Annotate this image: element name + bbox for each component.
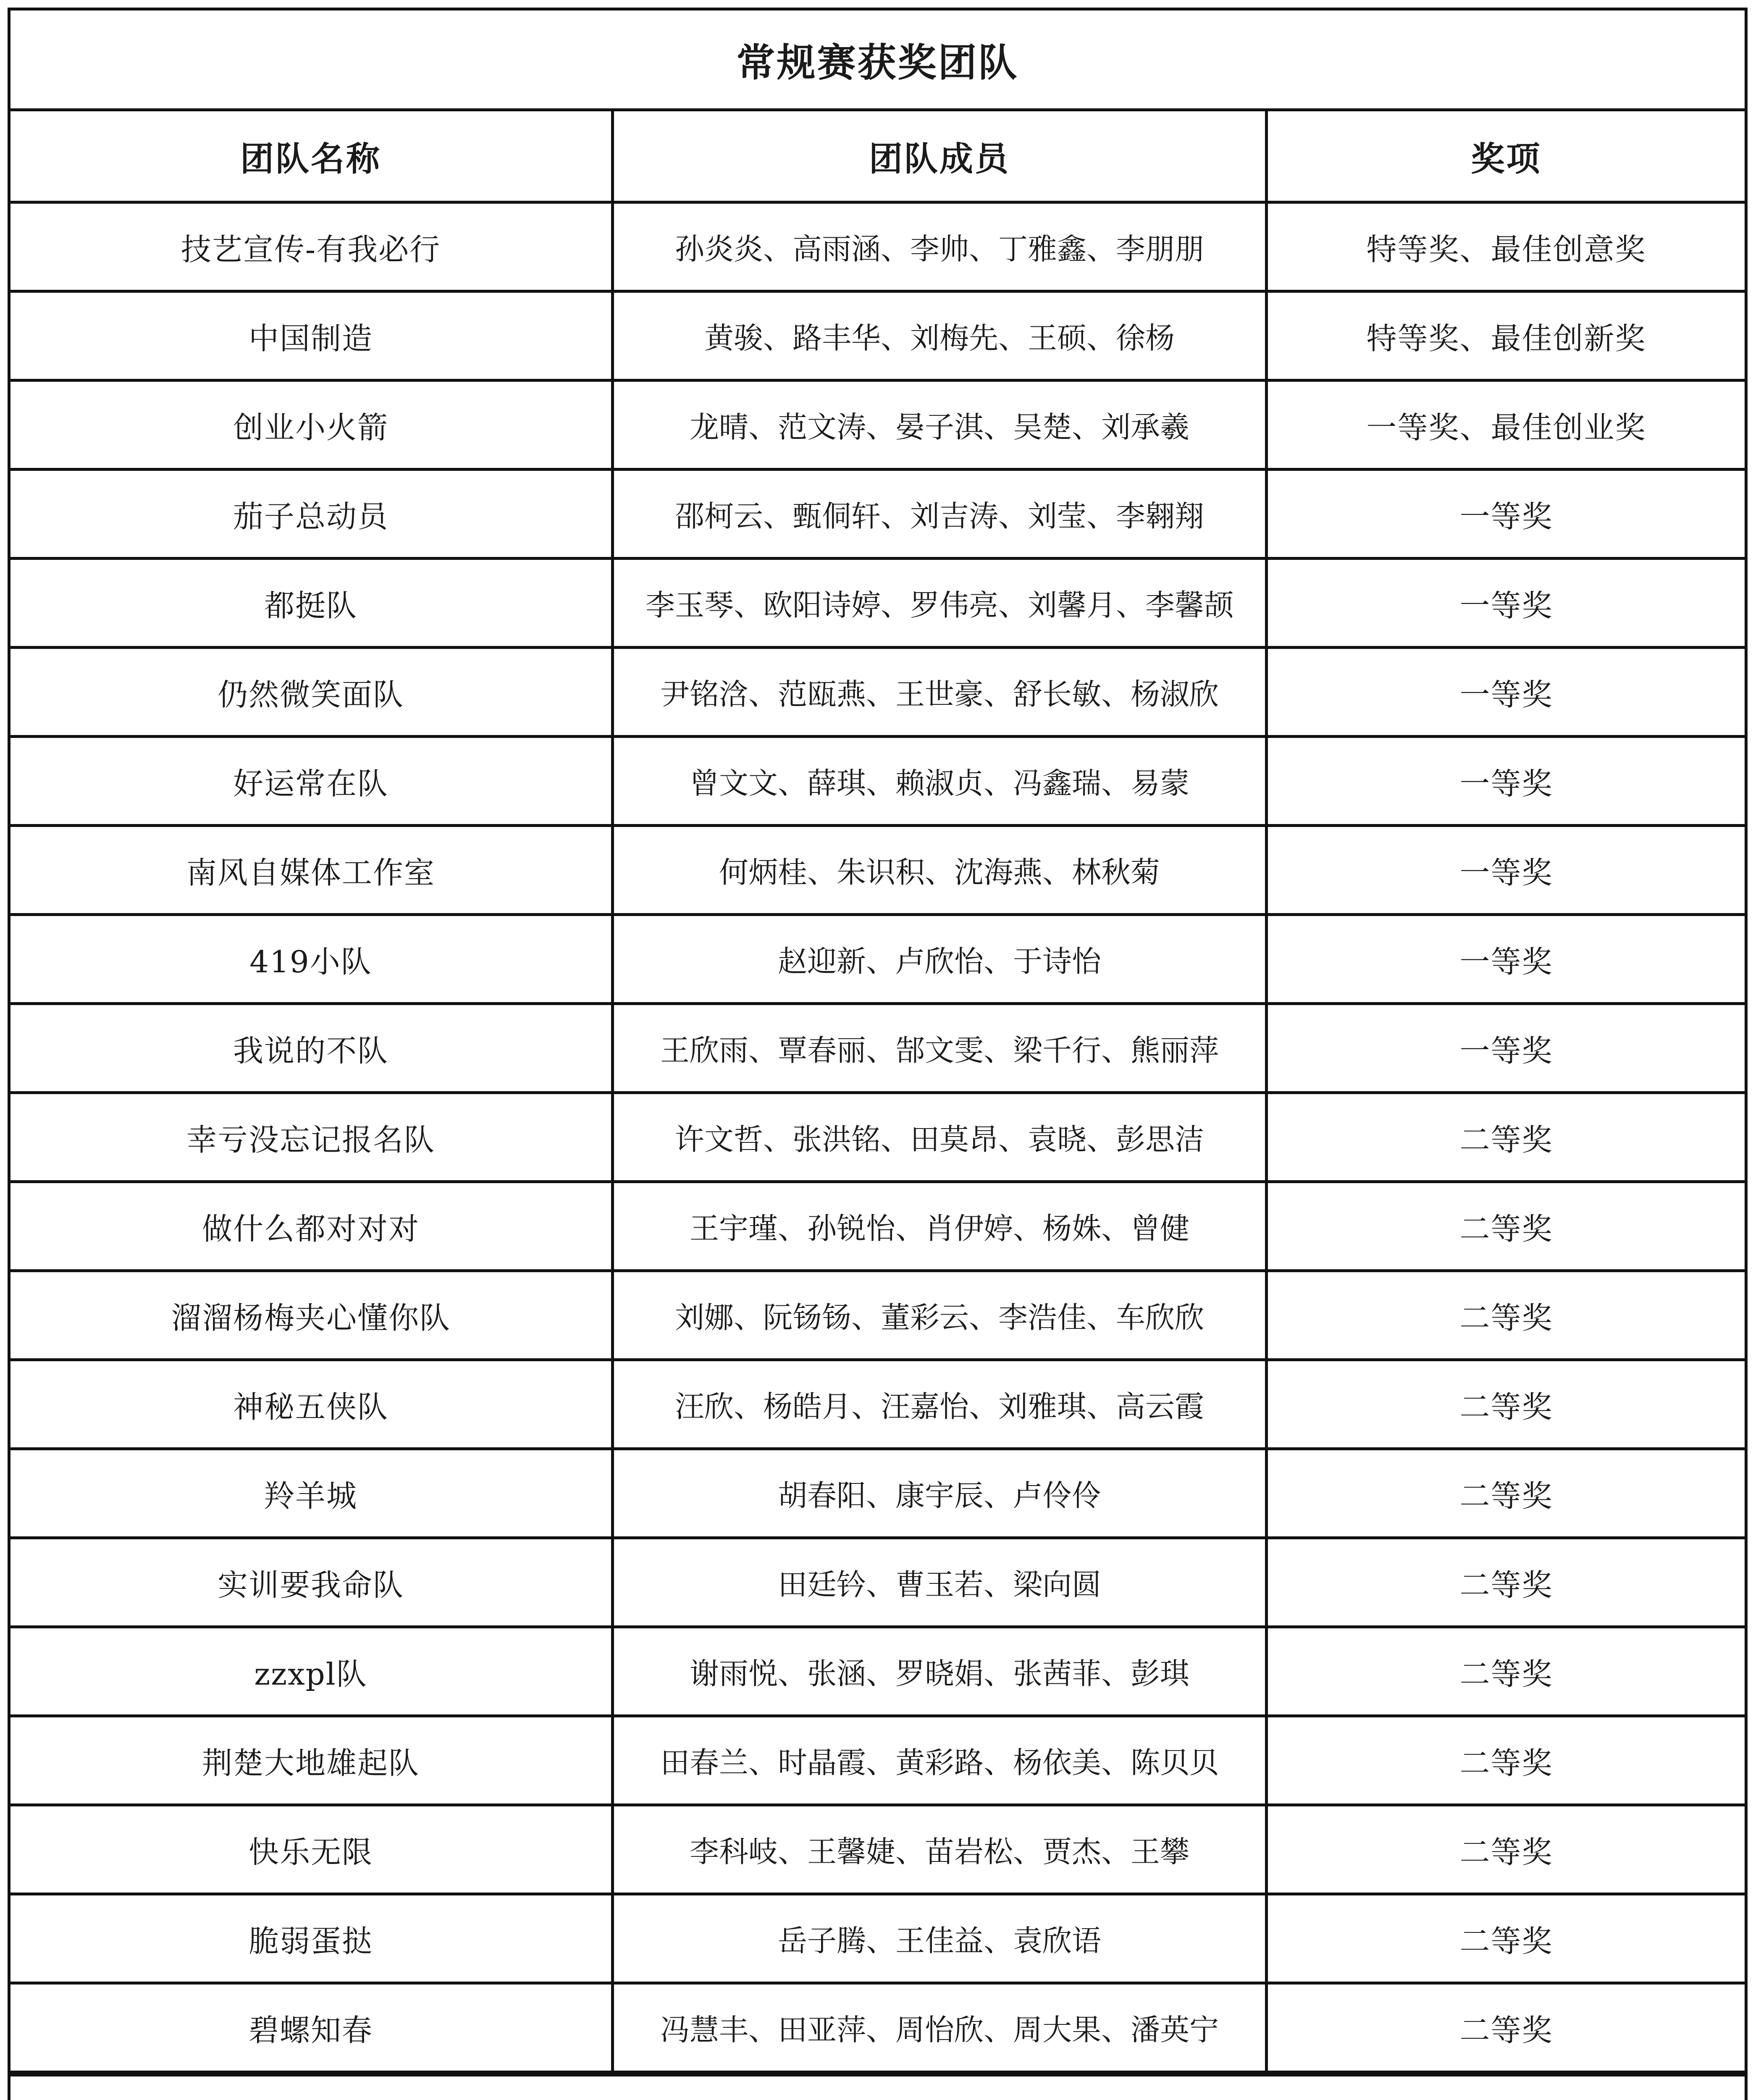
table-row bbox=[9, 202, 1746, 291]
team-name-cell: 我说的不队 bbox=[9, 1004, 613, 1093]
table-title-row bbox=[9, 9, 1746, 110]
award-cell: 二等奖 bbox=[1267, 1093, 1746, 1182]
team-name-cell: 仍然微笑面队 bbox=[9, 648, 613, 737]
team-members-cell: 汪欣、杨皓月、汪嘉怡、刘雅琪、高云霞 bbox=[613, 1360, 1267, 1449]
award-cell: 二等奖 bbox=[1267, 1271, 1746, 1360]
award-cell: 一等奖 bbox=[1267, 1004, 1746, 1093]
regular-awards-table bbox=[8, 8, 1748, 2074]
column-header-team-name: 团队名称 bbox=[9, 110, 613, 202]
team-name-cell: 幸亏没忘记报名队 bbox=[9, 1093, 613, 1182]
team-name-cell: 中国制造 bbox=[9, 291, 613, 381]
team-members-cell: 曾文文、薛琪、赖淑贞、冯鑫瑞、易蒙 bbox=[613, 737, 1267, 826]
award-cell: 一等奖 bbox=[1267, 915, 1746, 1004]
team-members-cell: 邵柯云、甄侗轩、刘吉涛、刘莹、李翱翔 bbox=[613, 470, 1267, 559]
team-members-cell: 黄骏、路丰华、刘梅先、王硕、徐杨 bbox=[613, 291, 1267, 381]
team-name-cell: 创业小火箭 bbox=[9, 381, 613, 470]
table-row bbox=[9, 826, 1746, 915]
award-cell: 二等奖 bbox=[1267, 1360, 1746, 1449]
award-cell: 二等奖 bbox=[1267, 1805, 1746, 1894]
table-row bbox=[9, 1182, 1746, 1271]
award-cell: 一等奖 bbox=[1267, 737, 1746, 826]
team-name-cell: 好运常在队 bbox=[9, 737, 613, 826]
table-row bbox=[9, 915, 1746, 1004]
award-cell: 一等奖 bbox=[1267, 826, 1746, 915]
team-members-cell: 尹铭浛、范瓯燕、王世豪、舒长敏、杨淑欣 bbox=[613, 648, 1267, 737]
team-name-cell: 羚羊城 bbox=[9, 1449, 613, 1538]
awards-document bbox=[8, 8, 1745, 2100]
team-name-cell: zzxpl队 bbox=[9, 1627, 613, 1716]
table-row bbox=[9, 470, 1746, 559]
award-cell: 二等奖 bbox=[1267, 1894, 1746, 1983]
column-header-award: 奖项 bbox=[1267, 110, 1746, 202]
team-members-cell: 何炳桂、朱识积、沈海燕、林秋菊 bbox=[613, 826, 1267, 915]
table-title bbox=[9, 2075, 1746, 2100]
team-members-cell: 许文哲、张洪铭、田莫昂、袁晓、彭思洁 bbox=[613, 1093, 1267, 1182]
team-name-cell: 荆楚大地雄起队 bbox=[9, 1716, 613, 1805]
team-members-cell: 赵迎新、卢欣怡、于诗怡 bbox=[613, 915, 1267, 1004]
team-members-cell: 李玉琴、欧阳诗婷、罗伟亮、刘馨月、李馨颉 bbox=[613, 559, 1267, 648]
award-cell: 二等奖 bbox=[1267, 1182, 1746, 1271]
team-name-cell: 快乐无限 bbox=[9, 1805, 613, 1894]
team-members-cell: 岳子腾、王佳益、袁欣语 bbox=[613, 1894, 1267, 1983]
team-name-cell: 都挺队 bbox=[9, 559, 613, 648]
award-cell: 一等奖 bbox=[1267, 648, 1746, 737]
table-row bbox=[9, 1983, 1746, 2072]
team-name-cell: 南风自媒体工作室 bbox=[9, 826, 613, 915]
award-cell: 二等奖 bbox=[1267, 1449, 1746, 1538]
table-row bbox=[9, 737, 1746, 826]
team-name-cell: 碧螺知春 bbox=[9, 1983, 613, 2072]
table-row bbox=[9, 381, 1746, 470]
award-cell: 特等奖、最佳创新奖 bbox=[1267, 291, 1746, 381]
column-header-team-members: 团队成员 bbox=[613, 110, 1267, 202]
team-name-cell: 技艺宣传-有我必行 bbox=[9, 202, 613, 291]
award-cell: 一等奖 bbox=[1267, 559, 1746, 648]
team-members-cell: 龙晴、范文涛、晏子淇、吴楚、刘承羲 bbox=[613, 381, 1267, 470]
team-members-cell: 孙炎炎、高雨涵、李帅、丁雅鑫、李朋朋 bbox=[613, 202, 1267, 291]
table-title-row bbox=[9, 2075, 1746, 2100]
table-row bbox=[9, 1538, 1746, 1627]
team-name-cell: 溜溜杨梅夹心懂你队 bbox=[9, 1271, 613, 1360]
team-members-cell: 刘娜、阮钖钖、董彩云、李浩佳、车欣欣 bbox=[613, 1271, 1267, 1360]
team-name-cell: 茄子总动员 bbox=[9, 470, 613, 559]
table-row bbox=[9, 1449, 1746, 1538]
team-name-cell: 神秘五侠队 bbox=[9, 1360, 613, 1449]
team-members-cell: 谢雨悦、张涵、罗晓娟、张茜菲、彭琪 bbox=[613, 1627, 1267, 1716]
table-row bbox=[9, 1894, 1746, 1983]
team-name-cell: 实训要我命队 bbox=[9, 1538, 613, 1627]
practical-awards-table bbox=[8, 2074, 1748, 2100]
award-cell: 二等奖 bbox=[1267, 1716, 1746, 1805]
team-members-cell: 胡春阳、康宇辰、卢伶伶 bbox=[613, 1449, 1267, 1538]
table-title: 常规赛获奖团队 bbox=[9, 9, 1746, 110]
award-cell: 二等奖 bbox=[1267, 1983, 1746, 2072]
table-row bbox=[9, 1093, 1746, 1182]
table-row bbox=[9, 1627, 1746, 1716]
table-row bbox=[9, 1360, 1746, 1449]
award-cell: 一等奖 bbox=[1267, 470, 1746, 559]
team-members-cell: 王宇瑾、孙锐怡、肖伊婷、杨姝、曾健 bbox=[613, 1182, 1267, 1271]
table-row bbox=[9, 559, 1746, 648]
table-row bbox=[9, 291, 1746, 381]
table-row bbox=[9, 1271, 1746, 1360]
team-members-cell: 田廷钤、曹玉若、梁向圆 bbox=[613, 1538, 1267, 1627]
team-name-cell: 419小队 bbox=[9, 915, 613, 1004]
table-row bbox=[9, 648, 1746, 737]
award-cell: 特等奖、最佳创意奖 bbox=[1267, 202, 1746, 291]
team-members-cell: 田春兰、时晶霞、黄彩路、杨依美、陈贝贝 bbox=[613, 1716, 1267, 1805]
team-name-cell: 脆弱蛋挞 bbox=[9, 1894, 613, 1983]
table-header-row bbox=[9, 110, 1746, 202]
team-members-cell: 王欣雨、覃春丽、郜文雯、梁千行、熊丽萍 bbox=[613, 1004, 1267, 1093]
award-cell: 一等奖、最佳创业奖 bbox=[1267, 381, 1746, 470]
award-cell: 二等奖 bbox=[1267, 1538, 1746, 1627]
award-cell: 二等奖 bbox=[1267, 1627, 1746, 1716]
team-members-cell: 冯慧丰、田亚萍、周怡欣、周大果、潘英宁 bbox=[613, 1983, 1267, 2072]
team-name-cell: 做什么都对对对 bbox=[9, 1182, 613, 1271]
team-members-cell: 李科岐、王馨婕、苗岩松、贾杰、王攀 bbox=[613, 1805, 1267, 1894]
table-row bbox=[9, 1805, 1746, 1894]
table-row bbox=[9, 1716, 1746, 1805]
table-row bbox=[9, 1004, 1746, 1093]
